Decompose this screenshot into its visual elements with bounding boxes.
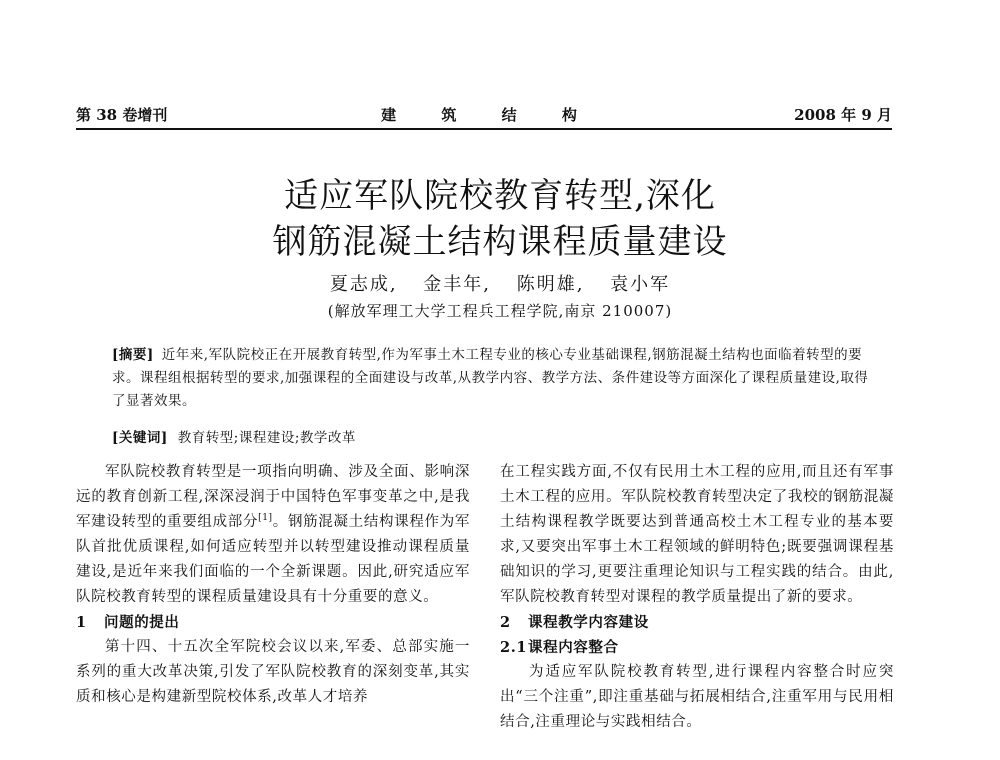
article-title-line1: 适应军队院校教育转型,深化 (284, 176, 716, 216)
subsection-title: 课程内容整合 (528, 639, 619, 656)
volume-label: 第 38 卷增刊 (76, 106, 168, 124)
running-header (76, 104, 892, 130)
section-number: 1 (76, 614, 87, 631)
abstract (112, 344, 872, 413)
body-column-left (76, 460, 470, 710)
section-heading-1 (76, 610, 470, 635)
abstract-label: [摘要] (112, 347, 154, 363)
citation-ref: [1] (258, 513, 273, 524)
article-title-line2: 钢筋混凝土结构课程质量建设 (272, 222, 728, 262)
section-title: 课程教学内容建设 (528, 614, 649, 631)
keywords (112, 426, 872, 446)
journal-name: 建 筑 结 构 (381, 106, 597, 124)
paragraph-continued: 在工程实践方面,不仅有民用土木工程的应用,而且还有军事土木工程的应用。军队院校教育转型决定了我校的钢筋混凝土结构课程教学既要达到普通高校土木工程专业的基本要求,又要突出军事土木工程领域的鲜明特色;既要强调课程基础知识的学习,更要注重理论知识与工程实践的结合。由此,军队院校教育转型对课程的教学质量提出了新的要求。 (500, 464, 894, 605)
paragraph-intro (76, 460, 470, 610)
abstract-text: 近年来,军队院校正在开展教育转型,作为军事土木工程专业的核心专业基础课程,钢筋混凝土结构也面临着转型的要求。课程组根据转型的要求,加强课程的全面建设与改革,从教学内容、教学方法、条件建设等方面深化了课程质量建设,取得了显著效果。 (112, 347, 869, 409)
body-column-right (500, 460, 894, 735)
section-title: 问题的提出 (104, 614, 180, 631)
intro-text: 军队院校教育转型是一项指向明确、涉及全面、影响深远的教育创新工程,深深浸润于中国特色军事变革之中,是我军建设转型的重要组成部分 (76, 464, 470, 530)
section-number: 2 (500, 614, 511, 631)
paragraph-section2-1: 为适应军队院校教育转型,进行课程内容整合时应突出“三个注重”,即注重基础与拓展相结合,注重军用与民用相结合,注重理论与实践相结合。 (500, 664, 894, 730)
section-heading-2 (500, 610, 894, 635)
affiliation: (解放军理工大学工程兵工程学院,南京 210007) (327, 302, 673, 320)
intro-text-cont: 。钢筋混凝土结构课程作为军队首批优质课程,如何适应转型并以转型建设推动课程质量建设,是近年来我们面临的一个全新课题。因此,研究适应军队院校教育转型的课程质量建设具有十分重要的意义。 (76, 514, 470, 605)
paragraph-section1: 第十四、十五次全军院校会议以来,军委、总部实施一系列的重大改革决策,引发了军队院校教育的深刻变革,其实质和核心是构建新型院校体系,改革人才培养 (76, 639, 470, 705)
subsection-number: 2.1 (500, 639, 528, 656)
header-rule (76, 128, 892, 130)
keywords-label: [关键词] (112, 430, 168, 446)
keywords-text: 教育转型;课程建设;教学改革 (177, 430, 356, 446)
author-list: 夏志成, 金丰年, 陈明雄, 袁小军 (329, 274, 671, 295)
subsection-heading-2-1 (500, 635, 894, 660)
issue-date: 2008 年 9 月 (794, 106, 892, 124)
